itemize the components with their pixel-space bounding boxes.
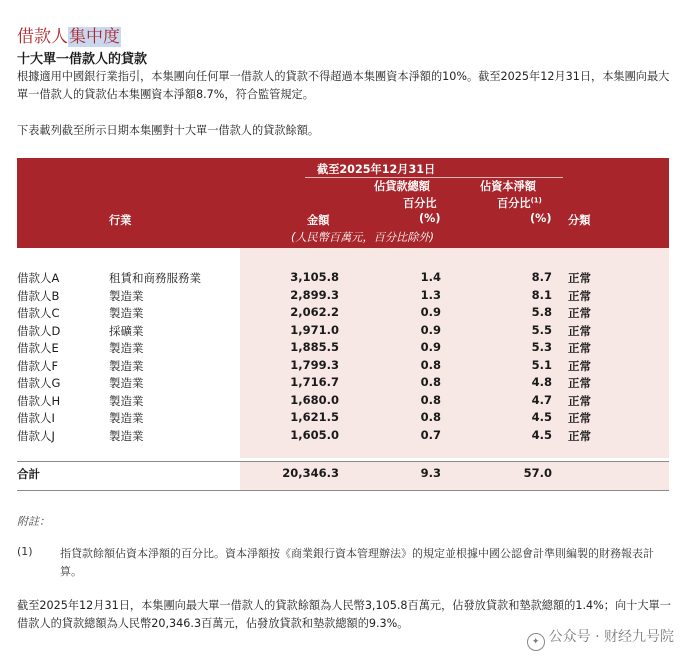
pct-loans: 1.4 bbox=[420, 270, 441, 284]
table-row bbox=[17, 305, 669, 323]
classification: 正常 bbox=[568, 306, 591, 320]
header-pct-capital-l2: 百分比$^{(1)}$ bbox=[497, 196, 542, 210]
industry: 製造業 bbox=[109, 376, 144, 390]
borrower-name: 借款人C bbox=[17, 306, 60, 320]
pct-loans: 0.9 bbox=[420, 322, 441, 337]
table-divider bbox=[17, 461, 669, 462]
header-industry: 行業 bbox=[109, 214, 132, 227]
industry: 製造業 bbox=[109, 288, 144, 303]
table-row bbox=[17, 393, 669, 411]
classification: 正常 bbox=[568, 271, 591, 285]
section-subtitle: 十大單一借款人的貸款 bbox=[17, 52, 148, 67]
industry: 製造業 bbox=[109, 306, 144, 320]
pct-capital: 4.5 bbox=[531, 427, 552, 442]
summary-paragraph: 截至2025年12月31日，本集團向最大單一借款人的貸款餘額為人民幣3,105.8百萬元，佔發放貸款和墊款總額的1.4%；向十大單一借款人的貸款總額為人民幣20,346.3百萬元，佔發放貸款和墊款總額的9.3%。 bbox=[17, 599, 671, 630]
amount: 1,716.7 bbox=[290, 375, 339, 389]
amount: 1,971.0 bbox=[290, 322, 339, 337]
classification: 正常 bbox=[568, 428, 591, 443]
borrower-name: 借款人F bbox=[17, 358, 59, 373]
borrower-name: 借款人J bbox=[17, 428, 55, 443]
table-header bbox=[17, 158, 669, 248]
watermark-text: 公众号 · 财经九号院 bbox=[548, 629, 674, 645]
classification: 正常 bbox=[568, 393, 591, 408]
header-date: 截至2025年12月31日 bbox=[317, 163, 436, 176]
industry: 製造業 bbox=[109, 411, 144, 425]
header-pct-loans-l2: 百分比 bbox=[403, 197, 437, 210]
page-title bbox=[17, 22, 121, 47]
total-pct-capital: 57.0 bbox=[523, 466, 552, 480]
notes-heading: 附註： bbox=[17, 515, 50, 528]
title-highlight: 集中度 bbox=[69, 27, 120, 47]
borrower-name: 借款人A bbox=[17, 271, 60, 285]
pct-loans: 0.9 bbox=[420, 305, 441, 319]
total-label: 合計 bbox=[17, 467, 40, 481]
classification: 正常 bbox=[568, 358, 591, 373]
amount: 2,899.3 bbox=[290, 287, 339, 302]
wechat-icon: ✦ bbox=[527, 633, 545, 651]
classification: 正常 bbox=[568, 341, 591, 355]
header-classification: 分類 bbox=[568, 214, 591, 227]
pct-capital: 5.5 bbox=[531, 322, 552, 337]
pct-capital: 5.3 bbox=[531, 340, 552, 354]
header-amount: 金額 bbox=[307, 214, 330, 227]
classification: 正常 bbox=[568, 288, 591, 303]
intro-paragraph: 根據適用中國銀行業指引，本集團向任何單一借款人的貸款不得超過本集團資本淨額的10%。截至2025年12月31日，本集團向最大單一借款人的貸款佔本集團資本淨額8.7%，符合監管規定。 bbox=[17, 70, 670, 101]
pct-loans: 0.7 bbox=[420, 427, 441, 442]
industry: 製造業 bbox=[109, 428, 144, 443]
header-pct-loans-l3: (%) bbox=[419, 212, 441, 225]
industry: 租賃和商務服務業 bbox=[109, 271, 201, 285]
pct-capital: 4.7 bbox=[531, 392, 552, 407]
table-row bbox=[17, 375, 669, 393]
borrower-name: 借款人D bbox=[17, 323, 61, 338]
industry: 製造業 bbox=[109, 358, 144, 373]
header-unit: (人民幣百萬元，百分比除外) bbox=[291, 231, 434, 244]
note-text: 指貸款餘額佔資本淨額的百分比。資本淨額按《商業銀行資本管理辦法》的規定並根據中國公認會計準則編製的財務報表計算。 bbox=[60, 547, 654, 578]
table-total-row bbox=[17, 466, 669, 484]
borrower-name: 借款人B bbox=[17, 288, 60, 303]
amount: 1,680.0 bbox=[290, 392, 339, 407]
pct-capital: 5.1 bbox=[531, 357, 552, 372]
amount: 1,799.3 bbox=[290, 357, 339, 372]
table-row bbox=[17, 428, 669, 446]
classification: 正常 bbox=[568, 323, 591, 338]
pct-loans: 0.8 bbox=[420, 357, 441, 372]
total-pct-loans: 9.3 bbox=[420, 466, 441, 480]
table-bottom-rule bbox=[17, 490, 669, 491]
industry: 製造業 bbox=[109, 341, 144, 355]
total-amount: 20,346.3 bbox=[282, 466, 339, 480]
pct-capital: 4.5 bbox=[531, 410, 552, 424]
amount: 1,885.5 bbox=[290, 340, 339, 354]
borrower-name: 借款人I bbox=[17, 411, 55, 425]
industry: 採礦業 bbox=[109, 323, 144, 338]
borrower-name: 借款人E bbox=[17, 341, 59, 355]
watermark bbox=[527, 626, 674, 651]
table-row bbox=[17, 358, 669, 376]
pct-loans: 1.3 bbox=[420, 287, 441, 302]
pct-loans: 0.9 bbox=[420, 340, 441, 354]
pct-loans: 0.8 bbox=[420, 392, 441, 407]
amount: 1,621.5 bbox=[290, 410, 339, 424]
table-row bbox=[17, 323, 669, 341]
header-pct-capital-l3: (%) bbox=[530, 212, 552, 225]
borrower-name: 借款人H bbox=[17, 393, 61, 408]
table-row bbox=[17, 340, 669, 358]
title-plain: 借款人 bbox=[17, 27, 68, 47]
header-pct-loans-l1: 佔貸款總額 bbox=[374, 180, 430, 193]
table-intro-paragraph: 下表載列截至所示日期本集團對十大單一借款人的貸款餘額。 bbox=[17, 124, 320, 137]
amount: 2,062.2 bbox=[290, 305, 339, 319]
classification: 正常 bbox=[568, 411, 591, 425]
pct-loans: 0.8 bbox=[420, 375, 441, 389]
header-pct-capital-l1: 佔資本淨額 bbox=[480, 180, 536, 193]
note-number: (1) bbox=[17, 545, 33, 558]
pct-capital: 8.7 bbox=[531, 270, 552, 284]
pct-capital: 4.8 bbox=[531, 375, 552, 389]
classification: 正常 bbox=[568, 376, 591, 390]
borrower-name: 借款人G bbox=[17, 376, 61, 390]
amount: 3,105.8 bbox=[290, 270, 339, 284]
pct-capital: 8.1 bbox=[531, 287, 552, 302]
pct-loans: 0.8 bbox=[420, 410, 441, 424]
pct-capital: 5.8 bbox=[531, 305, 552, 319]
amount: 1,605.0 bbox=[290, 427, 339, 442]
table-row bbox=[17, 270, 669, 288]
table-row bbox=[17, 410, 669, 428]
industry: 製造業 bbox=[109, 393, 144, 408]
table-row bbox=[17, 288, 669, 306]
